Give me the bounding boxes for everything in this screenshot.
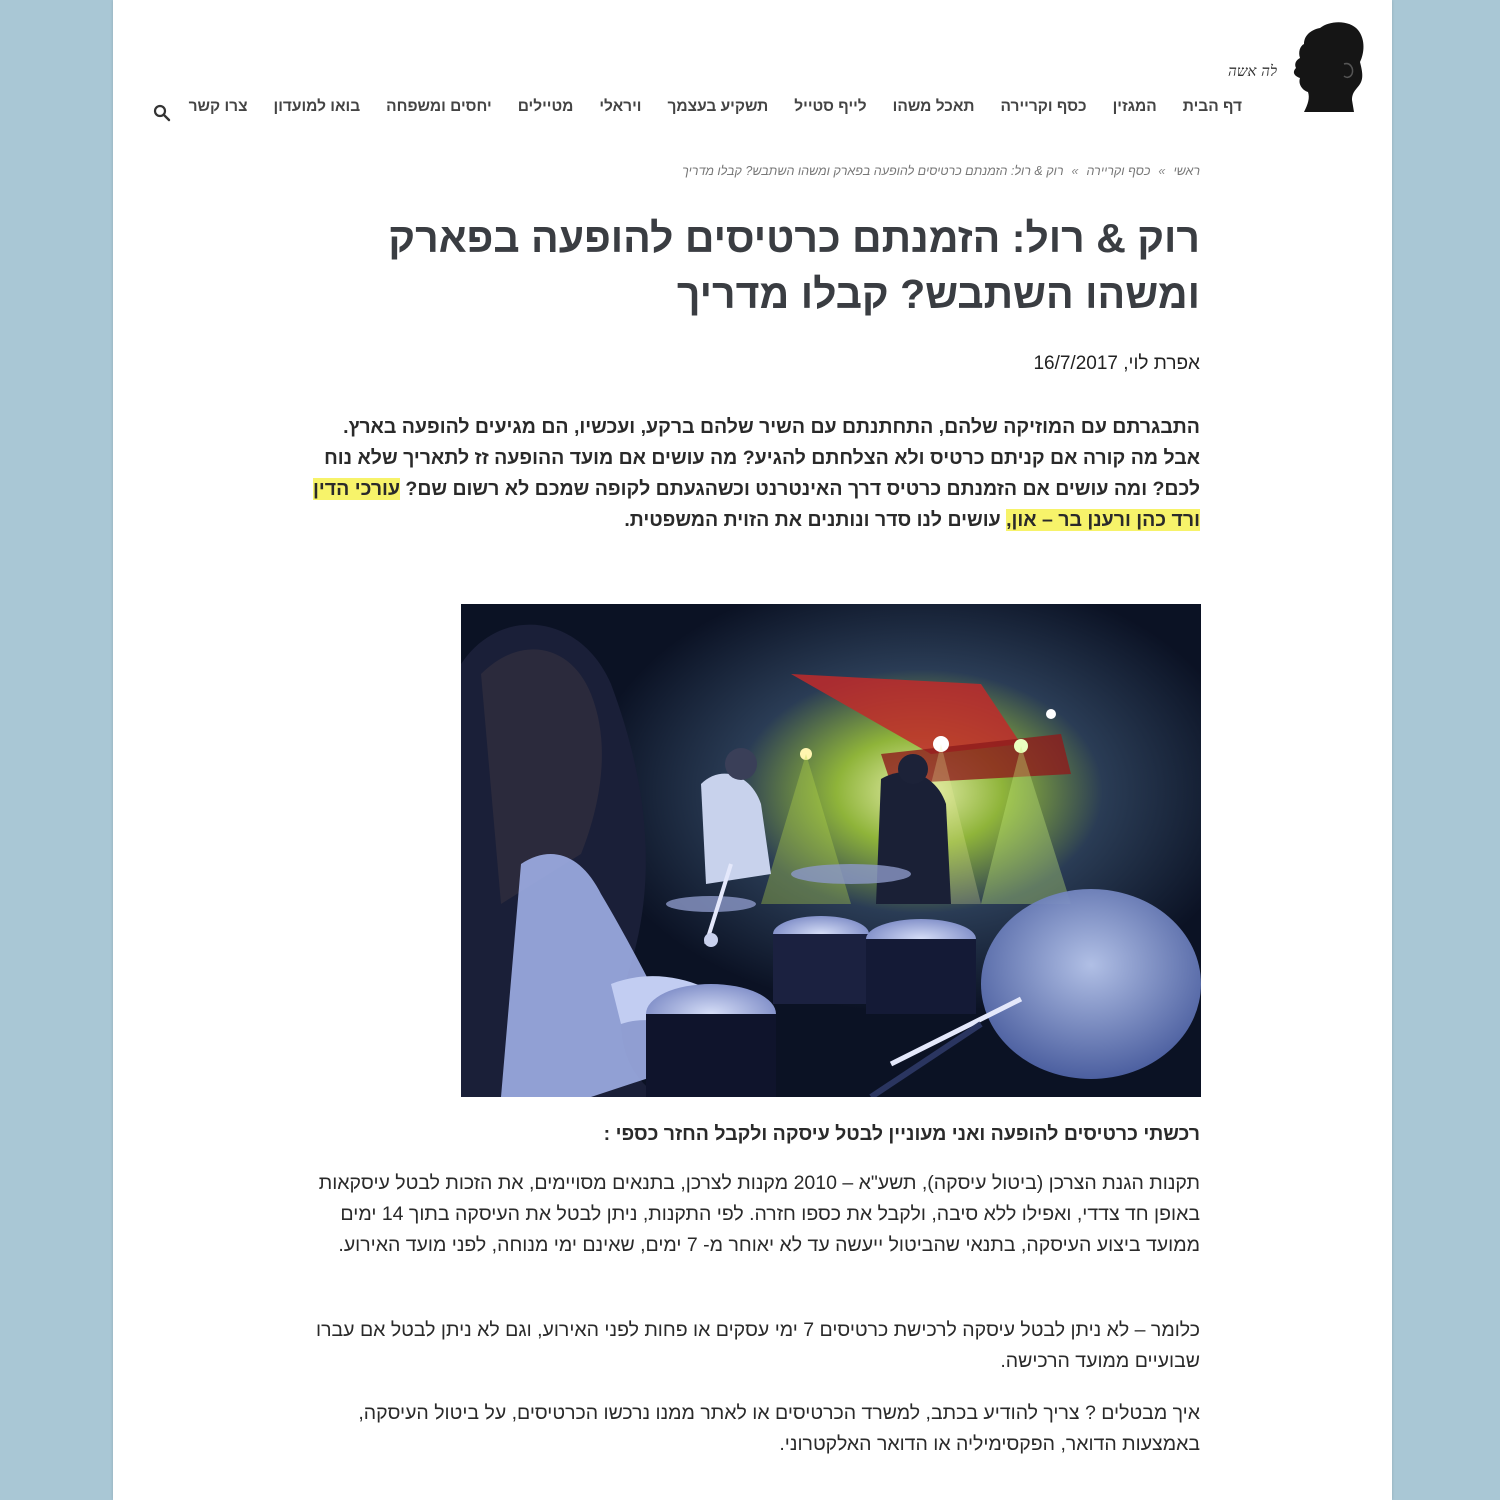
lead-text: התבגרתם עם המוזיקה שלהם, התחתנתם עם השיר שלהם ברקע, ועכשיו, הם מגיעים להופעה בארץ. אבל מה קורה אם קניתם כרטיס ולא הצלחתם להגיע? מה עושים אם מועד ההופעה זז לתאריך שלא נוח לכם? ומה עושים אם הזמנתם כרטיס דרך האינטרנט וכשהגעתם לקופה שמכם לא רשום שם? — [324, 416, 1200, 500]
article-title: רוק & רול: הזמנתם כרטיסים להופעה בפארק ומשהו השתבש? קבלו מדריך — [388, 215, 1200, 317]
drummer-stage-image — [461, 604, 1201, 1097]
article-paragraph: תקנות הגנת הצרכן (ביטול עיסקה), תשע"א – 2010 מקנות לצרכן, בתנאים מסויימים, את הזכות לבטל עיסקאות באופן חד צדדי, ואפילו ללא סיבה, ולקבל את כספו חזרה. לפי התקנות, ניתן לבטל את העיסקה בתוך 14 ימים ממועד ביצוע העיסקה, בתנאי שהביטול ייעשה עד לא יאוחר מ- 7 ימים, שאינם ימי מנוחה, לפני מועד האירוע. — [318, 1172, 1200, 1256]
lead-text-end: עושים לנו סדר ונותנים את הזוית המשפטית. — [624, 509, 1007, 531]
breadcrumb-category[interactable]: כסף וקריירה — [1086, 164, 1151, 178]
section-heading: רכשתי כרטיסים להופעה ואני מעוניין לבטל עיסקה ולקבל החזר כספי : — [603, 1123, 1200, 1145]
breadcrumb — [682, 164, 1200, 178]
nav-item-club[interactable]: בואו למועדון — [273, 98, 361, 115]
nav-item-invest-yourself[interactable]: תשקיע בעצמך — [667, 98, 769, 115]
article-paragraph: כלומר – לא ניתן לבטל עיסקה לרכישת כרטיסים 7 ימי עסקים או פחות לפני האירוע, וגם לא ניתן לבטל אם עברו שבועיים ממועד הרכישה. — [316, 1319, 1200, 1372]
nav-item-magazine[interactable]: המגזין — [1112, 98, 1157, 115]
nav-item-home[interactable]: דף הבית — [1182, 98, 1242, 115]
breadcrumb-current: רוק & רול: הזמנתם כרטיסים להופעה בפארק ומשהו השתבש? קבלו מדריך — [682, 164, 1064, 178]
nav-list — [163, 98, 1242, 116]
article-lead — [310, 412, 1200, 536]
nav-item-viral[interactable]: ויראלי — [599, 98, 642, 115]
article-page — [113, 0, 1392, 1500]
breadcrumb-separator: » — [1071, 164, 1079, 178]
nav-item-lifestyle[interactable]: לייף סטייל — [794, 98, 867, 115]
search-icon[interactable] — [153, 104, 171, 122]
breadcrumb-home[interactable]: ראשי — [1173, 164, 1200, 178]
author-date: אפרת לוי, 16/7/2017 — [1033, 353, 1200, 374]
lead-highlight: עורכי הדין ורד כהן ורענן בר – און, — [313, 478, 1200, 531]
concert-photo — [461, 604, 1201, 1097]
main-nav — [163, 98, 1242, 116]
nav-item-money-career[interactable]: כסף וקריירה — [1000, 98, 1087, 115]
logo-text: לה אשה — [1228, 62, 1277, 80]
nav-item-contact[interactable]: צרו קשר — [188, 98, 248, 115]
article-paragraph: איך מבטלים ? צריך להודיע בכתב, למשרד הכרטיסים או לאתר ממנו נרכשו הכרטיסים, על ביטול העיסקה, באמצעות הדואר, הפקסימיליה או הדואר האלקטרוני. — [358, 1402, 1200, 1455]
profile-silhouette-icon — [1290, 18, 1370, 118]
nav-item-travel[interactable]: מטיילים — [517, 98, 574, 115]
nav-item-relationships[interactable]: יחסים ומשפחה — [386, 98, 492, 115]
breadcrumb-separator: » — [1158, 164, 1166, 178]
nav-item-food[interactable]: תאכל משהו — [892, 98, 975, 115]
